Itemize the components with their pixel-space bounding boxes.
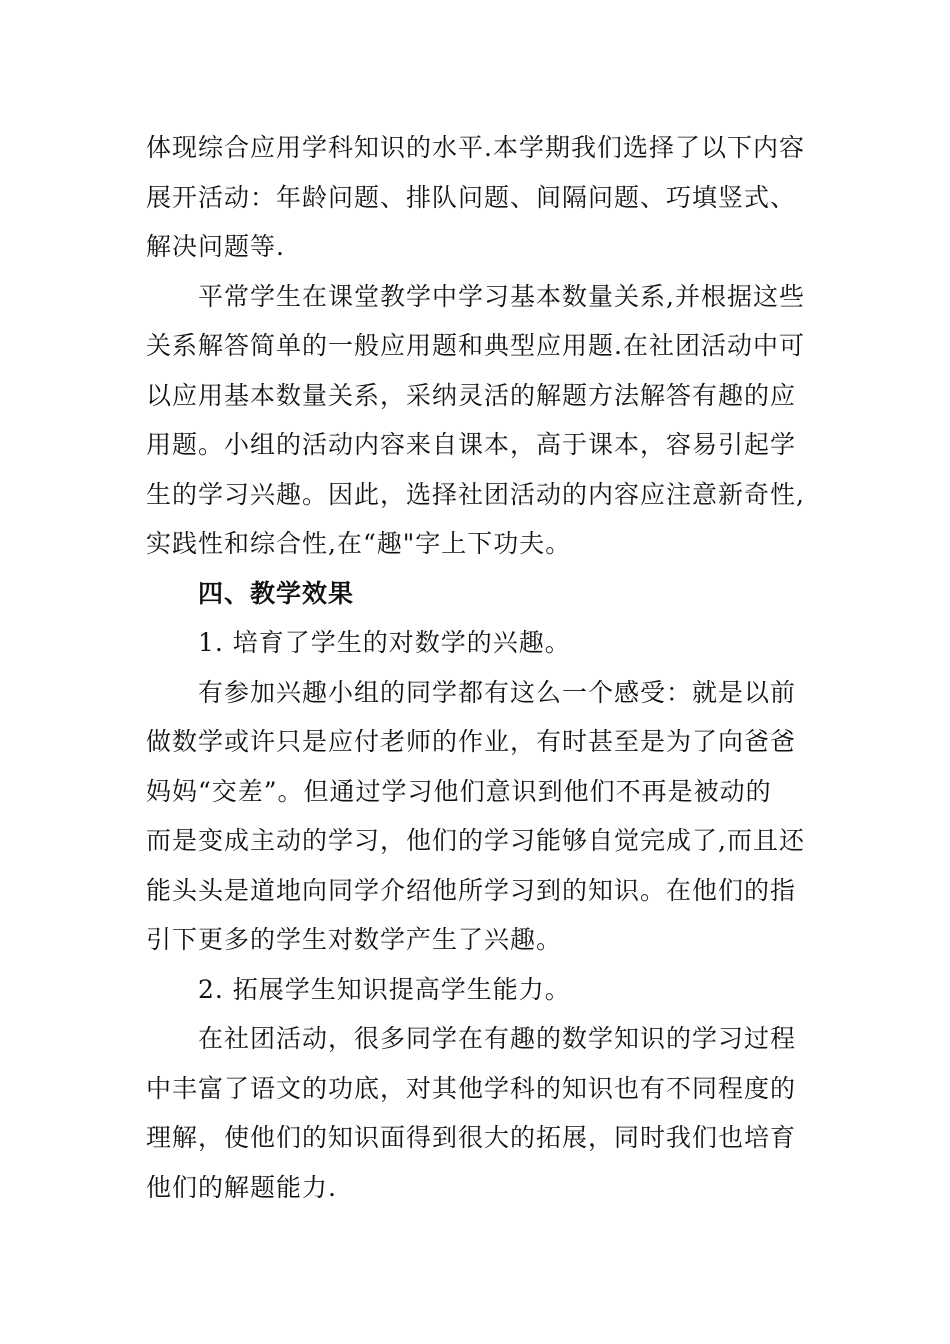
paragraph-line: 有参加兴趣小组的同学都有这么一个感受：就是以前 — [198, 677, 797, 707]
paragraph-line: 他们的解题能力. — [146, 1172, 337, 1202]
paragraph-line: 展开活动：年龄问题、排队问题、间隔问题、巧填竖式、 — [146, 182, 797, 212]
item-title: 2. 拓展学生知识提高学生能力。 — [198, 974, 571, 1004]
paragraph-line: 做数学或许只是应付老师的作业，有时甚至是为了向爸爸 — [146, 727, 797, 756]
paragraph-line: 在社团活动，很多同学在有趣的数学知识的学习过程 — [198, 1024, 797, 1053]
document-body — [146, 123, 806, 1212]
paragraph-line: 理解，使他们的知识面得到很大的拓展，同时我们也培育 — [146, 1123, 797, 1152]
paragraph-line: 而是变成主动的学习，他们的学习能够自觉完成了,而且还 — [146, 826, 805, 855]
paragraph-line: 关系解答简单的一般应用题和典型应用题.在社团活动中可 — [146, 331, 805, 360]
item-title: 1. 培育了学生的对数学的兴趣。 — [198, 628, 571, 657]
paragraph-line: 平常学生在课堂教学中学习基本数量关系,并根据这些 — [198, 281, 805, 311]
paragraph-line: 引下更多的学生对数学产生了兴趣。 — [146, 925, 563, 954]
paragraph-line: 体现综合应用学科知识的水平.本学期我们选择了以下内容 — [146, 133, 805, 162]
paragraph-line: 解决问题等. — [146, 232, 285, 261]
paragraph-line: 能头头是道地向同学介绍他所学习到的知识。在他们的指 — [146, 875, 797, 905]
paragraph-line: 生的学习兴趣。因此，选择社团活动的内容应注意新奇性, — [146, 479, 805, 509]
paragraph-line: 实践性和综合性,在“趣"字上下功夫。 — [146, 529, 572, 558]
paragraph-line: 用题。小组的活动内容来自课本，高于课本，容易引起学 — [146, 430, 797, 459]
paragraph-line: 妈妈“交差”。但通过学习他们意识到他们不再是被动的 — [146, 776, 772, 806]
paragraph-line: 以应用基本数量关系，采纳灵活的解题方法解答有趣的应 — [146, 380, 797, 410]
paragraph-line: 中丰富了语文的功底，对其他学科的知识也有不同程度的 — [146, 1073, 797, 1103]
section-heading: 四、教学效果 — [198, 578, 355, 608]
